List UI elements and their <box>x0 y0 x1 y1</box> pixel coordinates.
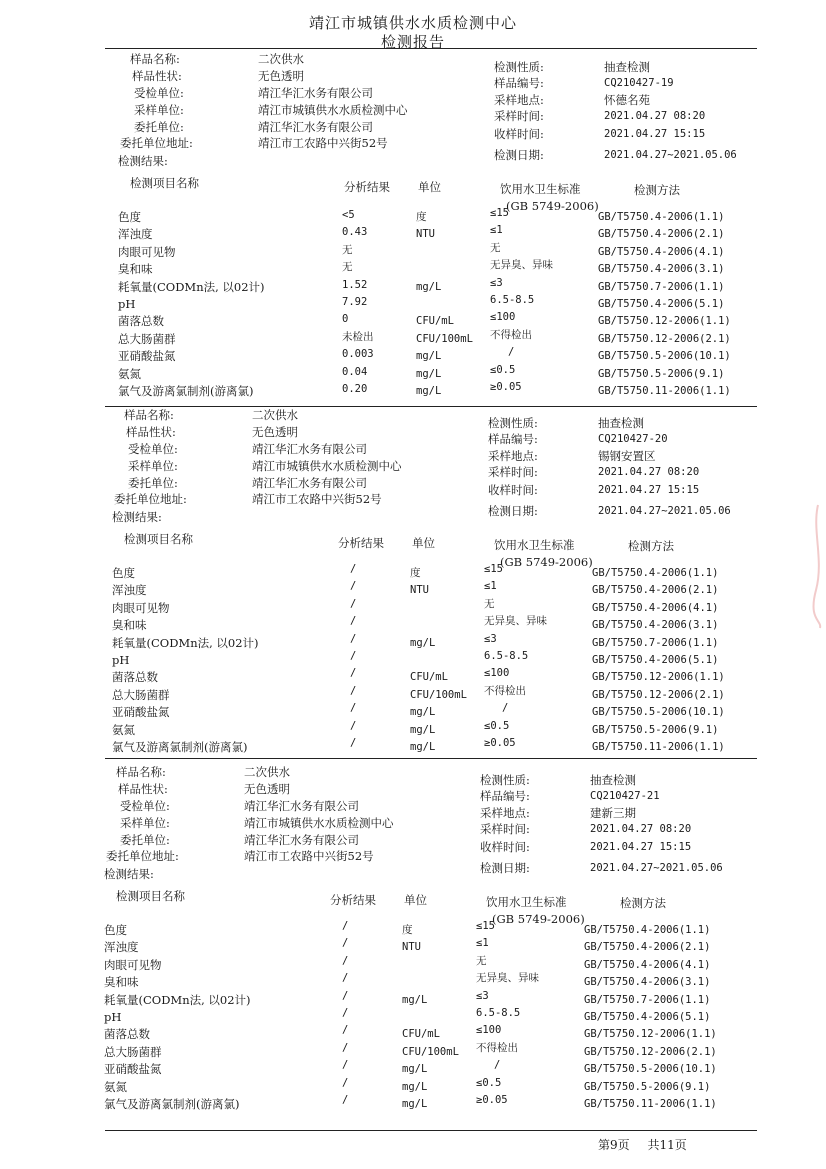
method-value: GB/T5750.4-2006(4.1) <box>592 601 719 614</box>
sample-property-value: 无色透明 <box>258 69 304 83</box>
item-name: 浑浊度 <box>118 227 153 242</box>
sample-property-label: 样品性状: <box>118 782 168 796</box>
sampling-unit-value: 靖江市城镇供水水质检测中心 <box>258 103 408 117</box>
test-date-label: 检测日期: <box>480 861 530 875</box>
standard-value: ≤3 <box>484 632 497 645</box>
item-name: 浑浊度 <box>112 583 147 598</box>
result-value: / <box>342 1024 349 1037</box>
method-value: GB/T5750.7-2006(1.1) <box>592 636 719 649</box>
column-item-name: 检测项目名称 <box>130 176 199 190</box>
item-name: 氨氮 <box>118 366 141 381</box>
result-value: / <box>342 1007 349 1019</box>
sampling-time-value: 2021.04.27 08:20 <box>598 466 700 478</box>
method-value: GB/T5750.4-2006(2.1) <box>592 584 719 597</box>
method-value: GB/T5750.5-2006(10.1) <box>592 706 725 719</box>
item-name: pH <box>118 297 136 311</box>
method-value: GB/T5750.4-2006(4.1) <box>584 958 711 971</box>
result-value: / <box>350 737 357 749</box>
result-value: / <box>350 563 357 575</box>
sample-no-label: 样品编号: <box>488 432 538 446</box>
standard-value: 不得检出 <box>490 328 532 341</box>
standard-value: 无 <box>476 954 487 967</box>
divider <box>105 48 757 49</box>
item-name: 氯气及游离氯制剂(游离氯) <box>118 384 254 398</box>
receive-time-label: 收样时间: <box>480 840 530 854</box>
unit-value: mg/L <box>410 706 436 719</box>
standard-value: ≤1 <box>476 937 489 950</box>
item-name: 亚硝酸盐氮 <box>118 349 176 364</box>
standard-value: ≥0.05 <box>484 737 516 749</box>
column-standard: 饮用水卫生标准 <box>494 538 575 552</box>
standard-value: 6.5-8.5 <box>476 1007 521 1019</box>
result-value: / <box>342 1094 349 1106</box>
standard-value: ≤15 <box>476 920 495 932</box>
method-value: GB/T5750.4-2006(5.1) <box>598 298 725 310</box>
result-value: / <box>342 937 349 950</box>
method-value: GB/T5750.4-2006(2.1) <box>598 228 725 241</box>
standard-value: 6.5-8.5 <box>490 294 535 306</box>
sample-no-label: 样品编号: <box>494 76 544 90</box>
sampling-site-value: 锡钢安置区 <box>598 449 656 463</box>
method-value: GB/T5750.7-2006(1.1) <box>598 280 725 293</box>
result-value: / <box>342 989 349 1002</box>
column-result: 分析结果 <box>338 536 384 550</box>
unit-value: CFU/mL <box>410 671 448 684</box>
report-subtitle: 检测报告 <box>380 33 445 51</box>
result-value: / <box>342 954 349 967</box>
method-value: GB/T5750.4-2006(1.1) <box>598 211 725 223</box>
sampling-time-label: 采样时间: <box>494 109 544 123</box>
standard-value: ≤100 <box>490 311 516 324</box>
sampling-unit-value: 靖江市城镇供水水质检测中心 <box>252 459 402 473</box>
sampling-site-label: 采样地点: <box>494 93 544 107</box>
receive-time-value: 2021.04.27 15:15 <box>604 128 706 140</box>
entrust-unit-label: 委托单位: <box>128 476 178 490</box>
standard-value: ≤15 <box>490 207 509 219</box>
method-value: GB/T5750.4-2006(5.1) <box>584 1011 711 1023</box>
entrust-unit-value: 靖江华汇水务有限公司 <box>252 476 367 490</box>
item-name: 菌落总数 <box>104 1027 150 1042</box>
method-value: GB/T5750.5-2006(9.1) <box>592 723 719 736</box>
result-value: 1.52 <box>342 278 368 291</box>
entrust-address-value: 靖江市工农路中兴街52号 <box>244 849 374 863</box>
receive-time-value: 2021.04.27 15:15 <box>598 484 700 496</box>
entrust-unit-value: 靖江华汇水务有限公司 <box>258 120 373 134</box>
column-standard: 饮用水卫生标准 <box>500 182 581 196</box>
sampling-time-value: 2021.04.27 08:20 <box>604 110 706 122</box>
standard-value: 无异臭、异味 <box>476 972 539 985</box>
sample-property-value: 无色透明 <box>252 425 298 439</box>
results-label: 检测结果: <box>118 154 168 168</box>
entrust-unit-value: 靖江华汇水务有限公司 <box>244 833 359 847</box>
column-result: 分析结果 <box>344 180 390 194</box>
method-value: GB/T5750.11-2006(1.1) <box>592 741 725 753</box>
item-name: 菌落总数 <box>118 314 164 329</box>
results-label: 检测结果: <box>112 510 162 524</box>
unit-value: mg/L <box>416 385 442 397</box>
unit-value: CFU/100mL <box>416 332 473 345</box>
item-name: 臭和味 <box>118 262 153 277</box>
unit-value: NTU <box>416 228 435 241</box>
client-unit-label: 受检单位: <box>120 799 170 813</box>
client-unit-value: 靖江华汇水务有限公司 <box>252 442 367 456</box>
unit-value: CFU/100mL <box>410 688 467 701</box>
item-name: 氯气及游离氯制剂(游离氯) <box>104 1097 240 1111</box>
result-value: / <box>350 719 357 732</box>
sample-name-label: 样品名称: <box>130 52 180 66</box>
method-value: GB/T5750.12-2006(1.1) <box>598 315 731 328</box>
unit-value: mg/L <box>402 1080 428 1093</box>
result-value: / <box>350 580 357 593</box>
unit-value: mg/L <box>410 741 436 753</box>
standard-value: ≤100 <box>484 667 510 680</box>
result-value: 0.20 <box>342 383 368 395</box>
page-number: 第9页 <box>598 1138 630 1152</box>
sampling-unit-label: 采样单位: <box>128 459 178 473</box>
unit-value: mg/L <box>402 1063 428 1076</box>
method-value: GB/T5750.12-2006(2.1) <box>584 1045 717 1058</box>
column-standard-sub: (GB 5749-2006) <box>492 912 585 926</box>
result-value: / <box>342 1041 349 1054</box>
result-value: <5 <box>342 209 355 221</box>
unit-value: NTU <box>402 941 421 954</box>
method-value: GB/T5750.12-2006(2.1) <box>598 332 731 345</box>
item-name: 臭和味 <box>104 975 139 990</box>
test-nature-label: 检测性质: <box>480 773 530 787</box>
unit-value: mg/L <box>416 350 442 363</box>
sampling-unit-label: 采样单位: <box>120 816 170 830</box>
method-value: GB/T5750.4-2006(1.1) <box>584 924 711 936</box>
standard-value: 不得检出 <box>476 1041 518 1054</box>
sampling-site-label: 采样地点: <box>480 806 530 820</box>
result-value: / <box>342 1076 349 1089</box>
method-value: GB/T5750.12-2006(1.1) <box>584 1028 717 1041</box>
receive-time-value: 2021.04.27 15:15 <box>590 841 692 853</box>
item-name: 总大肠菌群 <box>112 687 170 702</box>
sampling-site-value: 怀德名苑 <box>604 93 650 107</box>
client-unit-value: 靖江华汇水务有限公司 <box>244 799 359 813</box>
result-value: / <box>350 615 357 628</box>
method-value: GB/T5750.4-2006(3.1) <box>598 263 725 276</box>
entrust-address-label: 委托单位地址: <box>120 136 193 150</box>
column-unit: 单位 <box>412 536 435 550</box>
result-value: / <box>350 667 357 680</box>
unit-value: mg/L <box>416 280 442 293</box>
column-item-name: 检测项目名称 <box>124 532 193 546</box>
test-nature-value: 抽查检测 <box>604 60 650 74</box>
column-item-name: 检测项目名称 <box>116 889 185 903</box>
column-result: 分析结果 <box>330 893 376 907</box>
method-value: GB/T5750.5-2006(10.1) <box>598 350 731 363</box>
result-value: 无 <box>342 261 353 274</box>
method-value: GB/T5750.4-2006(3.1) <box>584 976 711 989</box>
client-unit-value: 靖江华汇水务有限公司 <box>258 86 373 100</box>
standard-value: ≤0.5 <box>476 1076 502 1089</box>
item-name: 耗氧量(CODMn法, 以02计) <box>112 635 259 650</box>
standard-value: ≤0.5 <box>484 719 510 732</box>
method-value: GB/T5750.4-2006(3.1) <box>592 619 719 632</box>
standard-value: ≥0.05 <box>490 381 522 393</box>
unit-value: mg/L <box>416 367 442 380</box>
sample-no-label: 样品编号: <box>480 789 530 803</box>
sample-name-value: 二次供水 <box>252 408 298 422</box>
divider <box>105 758 757 759</box>
sample-name-label: 样品名称: <box>116 765 166 779</box>
test-date-value: 2021.04.27~2021.05.06 <box>590 862 723 874</box>
column-method: 检测方法 <box>620 896 666 910</box>
result-value: 7.92 <box>342 296 368 308</box>
result-value: 0.43 <box>342 226 368 239</box>
sample-name-label: 样品名称: <box>124 408 174 422</box>
result-value: / <box>350 684 357 697</box>
sampling-unit-value: 靖江市城镇供水水质检测中心 <box>244 816 394 830</box>
method-value: GB/T5750.4-2006(1.1) <box>592 567 719 579</box>
divider <box>105 1130 757 1131</box>
client-unit-label: 受检单位: <box>128 442 178 456</box>
item-name: 色度 <box>112 566 135 580</box>
column-method: 检测方法 <box>628 539 674 553</box>
item-name: 色度 <box>118 210 141 224</box>
standard-value: 无 <box>484 597 495 610</box>
unit-value: mg/L <box>410 723 436 736</box>
sampling-time-label: 采样时间: <box>488 465 538 479</box>
result-value: / <box>342 920 349 932</box>
item-name: 氨氮 <box>112 722 135 737</box>
unit-value: mg/L <box>410 636 436 649</box>
unit-value: 度 <box>416 211 427 223</box>
column-standard-sub: (GB 5749-2006) <box>506 199 599 213</box>
standard-value: ≤1 <box>490 224 503 237</box>
test-date-value: 2021.04.27~2021.05.06 <box>604 149 737 161</box>
method-value: GB/T5750.11-2006(1.1) <box>598 385 731 397</box>
test-date-value: 2021.04.27~2021.05.06 <box>598 505 731 517</box>
item-name: pH <box>112 653 130 667</box>
test-date-label: 检测日期: <box>494 148 544 162</box>
item-name: 总大肠菌群 <box>118 331 176 346</box>
unit-value: CFU/mL <box>402 1028 440 1041</box>
item-name: 耗氧量(CODMn法, 以02计) <box>118 279 265 294</box>
entrust-unit-label: 委托单位: <box>120 833 170 847</box>
results-label: 检测结果: <box>104 867 154 881</box>
item-name: 菌落总数 <box>112 670 158 685</box>
method-value: GB/T5750.7-2006(1.1) <box>584 993 711 1006</box>
method-value: GB/T5750.5-2006(9.1) <box>598 367 725 380</box>
standard-value: / <box>508 346 515 359</box>
sample-no-value: CQ210427-19 <box>604 77 674 89</box>
item-name: pH <box>104 1010 122 1024</box>
column-standard: 饮用水卫生标准 <box>486 895 567 909</box>
sample-property-value: 无色透明 <box>244 782 290 796</box>
standard-value: 无异臭、异味 <box>484 615 547 628</box>
method-value: GB/T5750.12-2006(2.1) <box>592 688 725 701</box>
result-value: / <box>350 597 357 610</box>
sampling-time-value: 2021.04.27 08:20 <box>590 823 692 835</box>
result-value: 未检出 <box>342 330 374 343</box>
item-name: 耗氧量(CODMn法, 以02计) <box>104 992 251 1007</box>
standard-value: 无异臭、异味 <box>490 259 553 272</box>
entrust-address-label: 委托单位地址: <box>114 492 187 506</box>
item-name: 色度 <box>104 923 127 937</box>
column-unit: 单位 <box>418 180 441 194</box>
item-name: 氨氮 <box>104 1079 127 1094</box>
standard-value: / <box>502 702 509 715</box>
result-value: / <box>350 702 357 715</box>
result-value: 无 <box>342 243 353 256</box>
stamp-edge-icon <box>810 500 826 630</box>
sampling-unit-label: 采样单位: <box>134 103 184 117</box>
unit-value: NTU <box>410 584 429 597</box>
sample-name-value: 二次供水 <box>244 765 290 779</box>
result-value: 0 <box>342 313 349 326</box>
client-unit-label: 受检单位: <box>134 86 184 100</box>
test-nature-label: 检测性质: <box>488 416 538 430</box>
standard-value: 6.5-8.5 <box>484 650 529 662</box>
standard-value: ≤0.5 <box>490 363 516 376</box>
sampling-site-label: 采样地点: <box>488 449 538 463</box>
item-name: 总大肠菌群 <box>104 1044 162 1059</box>
unit-value: mg/L <box>402 993 428 1006</box>
unit-value: CFU/mL <box>416 315 454 328</box>
standard-value: ≤3 <box>476 989 489 1002</box>
column-method: 检测方法 <box>634 183 680 197</box>
result-value: / <box>350 650 357 662</box>
standard-value: ≤100 <box>476 1024 502 1037</box>
column-unit: 单位 <box>404 893 427 907</box>
standard-value: 不得检出 <box>484 684 526 697</box>
sample-name-value: 二次供水 <box>258 52 304 66</box>
standard-value: / <box>494 1059 501 1072</box>
method-value: GB/T5750.4-2006(4.1) <box>598 245 725 258</box>
entrust-address-label: 委托单位地址: <box>106 849 179 863</box>
method-value: GB/T5750.12-2006(1.1) <box>592 671 725 684</box>
item-name: 浑浊度 <box>104 940 139 955</box>
unit-value: 度 <box>410 567 421 579</box>
method-value: GB/T5750.11-2006(1.1) <box>584 1098 717 1110</box>
result-value: 0.003 <box>342 348 374 361</box>
item-name: 肉眼可见物 <box>104 957 162 972</box>
test-date-label: 检测日期: <box>488 504 538 518</box>
standard-value: ≥0.05 <box>476 1094 508 1106</box>
page-total: 共11页 <box>647 1138 687 1152</box>
entrust-address-value: 靖江市工农路中兴街52号 <box>252 492 382 506</box>
standard-value: 无 <box>490 241 501 254</box>
receive-time-label: 收样时间: <box>494 127 544 141</box>
unit-value: CFU/100mL <box>402 1045 459 1058</box>
sample-no-value: CQ210427-20 <box>598 433 668 445</box>
column-standard-sub: (GB 5749-2006) <box>500 555 593 569</box>
receive-time-label: 收样时间: <box>488 483 538 497</box>
divider <box>105 406 757 407</box>
method-value: GB/T5750.5-2006(9.1) <box>584 1080 711 1093</box>
item-name: 亚硝酸盐氮 <box>112 705 170 720</box>
item-name: 肉眼可见物 <box>118 244 176 259</box>
report-title: 靖江市城镇供水水质检测中心 <box>308 14 517 32</box>
unit-value: 度 <box>402 924 413 936</box>
standard-value: ≤1 <box>484 580 497 593</box>
result-value: 0.04 <box>342 365 368 378</box>
method-value: GB/T5750.4-2006(2.1) <box>584 941 711 954</box>
item-name: 肉眼可见物 <box>112 600 170 615</box>
standard-value: ≤15 <box>484 563 503 575</box>
sample-property-label: 样品性状: <box>132 69 182 83</box>
result-value: / <box>342 972 349 985</box>
entrust-address-value: 靖江市工农路中兴街52号 <box>258 136 388 150</box>
item-name: 臭和味 <box>112 618 147 633</box>
method-value: GB/T5750.4-2006(5.1) <box>592 654 719 666</box>
result-value: / <box>350 632 357 645</box>
test-nature-value: 抽查检测 <box>590 773 636 787</box>
page-footer <box>598 1136 701 1153</box>
item-name: 亚硝酸盐氮 <box>104 1062 162 1077</box>
sample-property-label: 样品性状: <box>126 425 176 439</box>
result-value: / <box>342 1059 349 1072</box>
unit-value: mg/L <box>402 1098 428 1110</box>
sample-no-value: CQ210427-21 <box>590 790 660 802</box>
method-value: GB/T5750.5-2006(10.1) <box>584 1063 717 1076</box>
sampling-time-label: 采样时间: <box>480 822 530 836</box>
item-name: 氯气及游离氯制剂(游离氯) <box>112 740 248 754</box>
test-nature-value: 抽查检测 <box>598 416 644 430</box>
test-nature-label: 检测性质: <box>494 60 544 74</box>
sampling-site-value: 建新三期 <box>590 806 636 820</box>
entrust-unit-label: 委托单位: <box>134 120 184 134</box>
standard-value: ≤3 <box>490 276 503 289</box>
